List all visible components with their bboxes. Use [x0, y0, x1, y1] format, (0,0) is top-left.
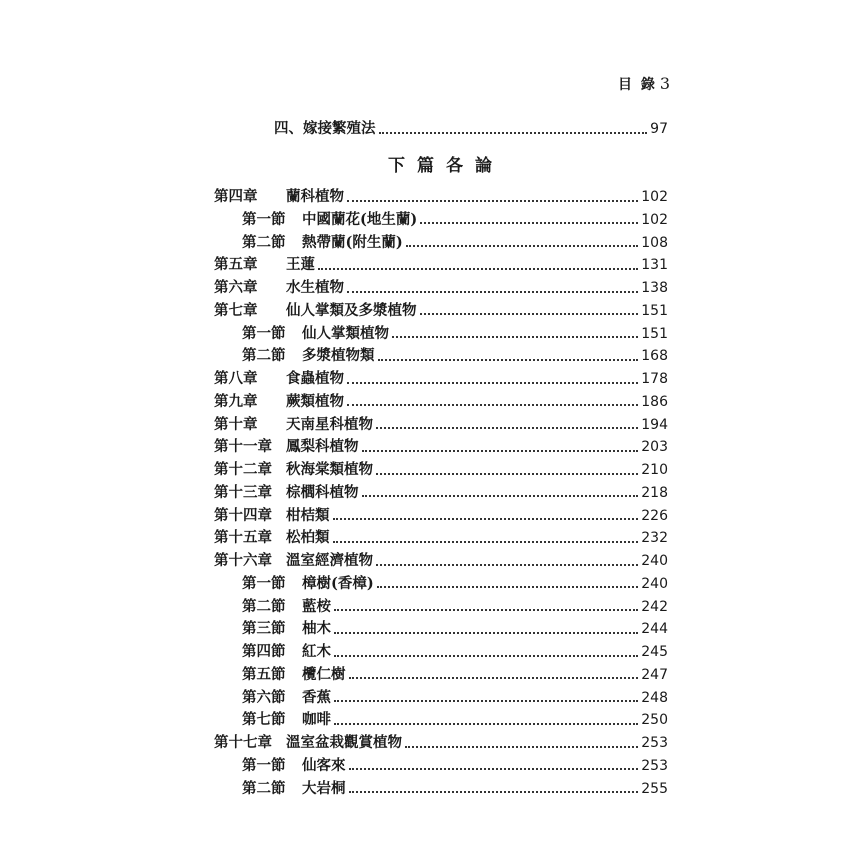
toc-entry-page: 131 — [641, 257, 668, 274]
toc-entry-chapter — [214, 505, 668, 527]
toc-entry-number: 第四章 — [214, 188, 258, 205]
toc-entry-chapter — [214, 550, 668, 572]
toc-entry-chapter — [214, 277, 668, 299]
toc-entry-title: 溫室盆栽觀賞植物 — [286, 734, 402, 751]
leader-dots — [349, 790, 639, 793]
toc-entry-title: 秋海棠類植物 — [286, 461, 373, 478]
toc-entry-title: 王蓮 — [286, 256, 315, 274]
leader-dots — [376, 426, 638, 429]
toc-entry-section — [242, 687, 668, 709]
toc-entry-section — [242, 323, 668, 345]
toc-entry-page: 232 — [641, 530, 668, 547]
toc-entry-title: 鳳梨科植物 — [286, 438, 359, 456]
toc-entry-title: 蕨類植物 — [286, 392, 344, 410]
toc-entry-chapter — [214, 300, 668, 322]
toc-entry-section — [242, 641, 668, 663]
toc-entry-section — [242, 596, 668, 618]
leader-dots — [405, 745, 638, 748]
toc-entry-number: 第七節 — [242, 711, 286, 729]
leader-dots — [406, 244, 639, 247]
toc-entry-title: 松柏類 — [286, 529, 330, 547]
toc-entry-chapter — [214, 391, 668, 413]
toc-entry-number: 第一節 — [242, 756, 286, 774]
toc-entry-page: 151 — [641, 325, 668, 342]
toc-entry-number: 第二節 — [242, 233, 286, 251]
leader-dots — [334, 608, 638, 611]
toc-entry-title: 咖啡 — [302, 711, 331, 729]
header-label: 目 錄 — [618, 77, 657, 93]
toc-entry-page: 240 — [641, 575, 668, 592]
toc-entry-chapter — [214, 414, 668, 436]
leader-dots — [420, 312, 639, 315]
toc-entry-title: 多漿植物類 — [302, 347, 375, 365]
toc-entry-number: 第十一章 — [214, 438, 272, 456]
toc-entry-title: 仙人掌類及多漿植物 — [286, 301, 417, 319]
toc-entry-page: 253 — [641, 735, 668, 751]
leader-dots — [347, 290, 638, 293]
leader-dots — [392, 335, 638, 338]
toc-entry-number: 第四節 — [242, 643, 286, 660]
toc-entry-section — [242, 345, 668, 367]
toc-entry-chapter — [214, 527, 668, 549]
toc-entry-page: 178 — [641, 371, 668, 387]
toc-entry-number: 第十七章 — [214, 734, 272, 751]
toc-entry-page: 97 — [650, 121, 668, 137]
toc-entry-page: 248 — [641, 689, 668, 706]
toc-entry-page: 226 — [641, 507, 668, 524]
toc-entry-chapter — [214, 368, 668, 390]
toc-entry-number: 第一節 — [242, 324, 286, 342]
toc-entry-title: 中國蘭花(地生蘭) — [302, 210, 418, 228]
toc-entry-number: 第九章 — [214, 392, 258, 410]
leader-dots — [376, 472, 638, 475]
leader-dots — [333, 517, 639, 520]
toc-entry-page: 210 — [641, 462, 668, 478]
toc-entry-number: 第二節 — [242, 347, 286, 365]
toc-entry-number: 第三節 — [242, 620, 286, 638]
toc-entry-number: 第六節 — [242, 688, 286, 706]
leader-dots — [362, 449, 639, 452]
toc-entry-number: 第六章 — [214, 279, 258, 296]
toc-entry-section — [242, 755, 668, 777]
toc-entry-number: 第五節 — [242, 665, 286, 683]
toc-entry-page: 151 — [641, 302, 668, 319]
toc-entry-title: 柚木 — [302, 620, 331, 638]
toc-entry-page: 138 — [641, 280, 668, 296]
toc-entry-page: 108 — [641, 234, 668, 251]
toc-entry-page: 218 — [641, 484, 668, 501]
toc-entry-section — [242, 209, 668, 231]
leader-dots — [347, 403, 638, 406]
leader-dots — [334, 631, 638, 634]
toc-entry-chapter — [214, 436, 668, 458]
leader-dots — [376, 563, 638, 566]
toc-entry-section — [242, 232, 668, 254]
toc-entry-title: 紅木 — [302, 643, 331, 660]
toc-entry-title: 柑桔類 — [286, 506, 330, 524]
toc-entry-page: 250 — [641, 712, 668, 729]
toc-entry-section — [242, 778, 668, 800]
toc-entry-page: 102 — [641, 211, 668, 228]
toc-entry-page: 203 — [641, 439, 668, 456]
leader-dots — [349, 676, 639, 679]
toc-entry-title: 水生植物 — [286, 279, 344, 296]
toc-entry-title: 天南星科植物 — [286, 415, 373, 433]
leader-dots — [420, 221, 638, 224]
leader-dots — [362, 494, 639, 497]
toc-entry-title: 欖仁樹 — [302, 665, 346, 683]
toc-entry-title: 食蟲植物 — [286, 370, 344, 387]
toc-entry-section — [242, 709, 668, 731]
toc-entry-number: 第八章 — [214, 370, 258, 387]
toc-entry-number: 第十二章 — [214, 461, 272, 478]
toc-entry-number: 第一節 — [242, 574, 286, 592]
leader-dots — [379, 131, 648, 134]
toc-entry-page: 168 — [641, 348, 668, 365]
leader-dots — [378, 358, 639, 361]
toc-entry-page: 242 — [641, 598, 668, 615]
toc-entry-number: 第七章 — [214, 301, 258, 319]
toc-entry-number: 第十六章 — [214, 552, 272, 569]
leader-dots — [333, 540, 639, 543]
toc-entry-chapter — [214, 482, 668, 504]
toc-entry-section — [242, 664, 668, 686]
toc-entry-page: 186 — [641, 393, 668, 410]
toc-entry-title: 香蕉 — [302, 688, 331, 706]
leader-dots — [347, 199, 638, 202]
page-header — [618, 74, 673, 94]
toc-entry-number: 第二節 — [242, 779, 286, 797]
toc-entry-number: 第十章 — [214, 415, 258, 433]
toc-entry-title: 四、嫁接繁殖法 — [274, 120, 376, 137]
toc-entry-title: 蘭科植物 — [286, 188, 344, 205]
part-heading: 下篇各論 — [388, 156, 504, 176]
toc-entry-page: 194 — [641, 416, 668, 433]
leader-dots — [334, 722, 638, 725]
toc-entry-number: 第五章 — [214, 256, 258, 274]
toc-entry-number: 第二節 — [242, 597, 286, 615]
toc-entry-title: 棕櫚科植物 — [286, 483, 359, 501]
toc-entry-title: 熱帶蘭(附生蘭) — [302, 233, 403, 251]
toc-entry-number: 第一節 — [242, 210, 286, 228]
toc-entry-number: 第十五章 — [214, 529, 272, 547]
toc-entry-chapter — [214, 254, 668, 276]
toc-entry-section — [242, 573, 668, 595]
toc-entry-title: 大岩桐 — [302, 779, 346, 797]
toc-entry-number: 第十四章 — [214, 506, 272, 524]
toc-entry-section — [242, 618, 668, 640]
leader-dots — [377, 585, 639, 588]
toc-entry-title: 溫室經濟植物 — [286, 552, 373, 569]
toc-entry-intro — [274, 118, 668, 140]
leader-dots — [334, 654, 638, 657]
leader-dots — [347, 381, 638, 384]
toc-entry-page: 240 — [641, 553, 668, 569]
leader-dots — [334, 699, 638, 702]
toc-entry-number: 第十三章 — [214, 483, 272, 501]
leader-dots — [349, 767, 639, 770]
toc-entry-title: 仙人掌類植物 — [302, 324, 389, 342]
toc-entry-page: 255 — [641, 780, 668, 797]
toc-entry-chapter — [214, 186, 668, 208]
toc-entry-page: 247 — [641, 666, 668, 683]
leader-dots — [318, 267, 638, 270]
toc-entry-page: 102 — [641, 189, 668, 205]
toc-entry-title: 藍桉 — [302, 597, 331, 615]
toc-entry-chapter — [214, 732, 668, 754]
toc-entry-chapter — [214, 459, 668, 481]
toc-entry-title: 仙客來 — [302, 756, 346, 774]
toc-entry-page: 245 — [641, 644, 668, 660]
toc-entry-page: 244 — [641, 621, 668, 638]
header-page-number: 3 — [659, 74, 673, 93]
toc-entry-title: 樟樹(香樟) — [302, 574, 374, 592]
toc-entry-page: 253 — [641, 757, 668, 774]
